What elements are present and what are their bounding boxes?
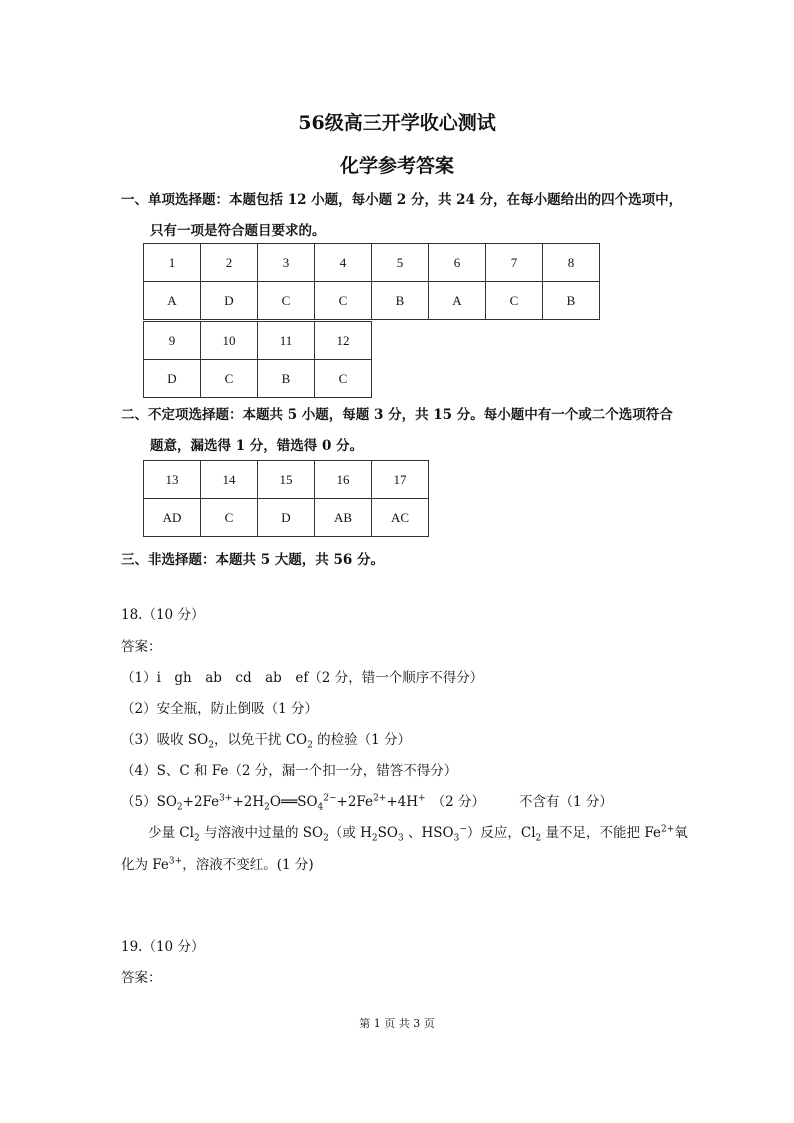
page-title: 56级高三开学收心测试 — [298, 112, 496, 134]
table-row — [144, 282, 600, 320]
table-row — [144, 322, 372, 360]
table-cell: AC — [372, 499, 429, 537]
q18-answer-label: 答案： — [121, 639, 162, 655]
text-segment: ，溶液不变红。(1 分) — [182, 857, 314, 873]
subscript: 2 — [371, 833, 378, 844]
answer-table-2 — [143, 460, 429, 537]
table-row — [144, 360, 372, 398]
table-cell: B — [258, 360, 315, 398]
text-segment: O══SO — [269, 794, 318, 810]
table-cell: C — [201, 499, 258, 537]
text-segment: 化为 Fe — [121, 857, 169, 873]
table-cell: B — [372, 282, 429, 320]
text-segment: +4H — [386, 794, 419, 810]
subscript: 3 — [453, 833, 460, 844]
q18-answer-3 — [121, 728, 411, 751]
superscript: 2+ — [373, 793, 387, 804]
section1-heading: 一、单项选择题：本题包括 12 小题，每小题 2 分，共 24 分，在每小题给出的四个选项中， — [121, 192, 683, 208]
q18-answer-4: （4）S、C 和 Fe（2 分，漏一个扣一分，错答不得分） — [121, 763, 458, 779]
text-segment: ）反应，Cl — [466, 825, 536, 841]
table-cell: 8 — [543, 244, 600, 282]
table-cell: D — [258, 499, 315, 537]
text-segment: 、HSO — [403, 825, 454, 841]
subscript: 3 — [397, 833, 404, 844]
section2-heading: 二、不定项选择题：本题共 5 小题，每题 3 分，共 15 分。每小题中有一个或二个选项符合 — [121, 407, 673, 423]
text-segment: +2H — [232, 794, 265, 810]
q18-header: 18.（10 分） — [121, 607, 205, 623]
q19-answer-label: 答案： — [121, 970, 162, 986]
q18-answer-2: （2）安全瓶，防止倒吸（1 分） — [121, 701, 318, 717]
table-cell: 2 — [201, 244, 258, 282]
table-cell: AD — [144, 499, 201, 537]
text-segment: （或 H — [328, 825, 372, 841]
text-segment: 与溶液中过量的 SO — [199, 825, 324, 841]
section3-heading: 三、非选择题：本题共 5 大题，共 56 分。 — [121, 552, 384, 568]
table-cell: 10 — [201, 322, 258, 360]
text-segment: +2Fe — [336, 794, 374, 810]
text-segment: （3）吸收 SO — [121, 732, 209, 748]
table-cell: 1 — [144, 244, 201, 282]
table-cell: 9 — [144, 322, 201, 360]
superscript: 3+ — [168, 856, 183, 867]
superscript: 2+ — [660, 824, 675, 835]
subscript: 2 — [176, 802, 183, 813]
subscript: 2 — [323, 833, 329, 844]
table-cell: 4 — [315, 244, 372, 282]
subscript: 2 — [208, 740, 214, 751]
superscript: + — [418, 793, 426, 804]
table-cell: C — [315, 360, 372, 398]
section2-heading-cont: 题意，漏选得 1 分，错选得 0 分。 — [150, 438, 364, 454]
table-row — [144, 499, 429, 537]
text-segment: 氧 — [674, 825, 688, 841]
page-subtitle: 化学参考答案 — [339, 155, 454, 177]
table-cell: A — [144, 282, 201, 320]
text-segment: ，以免干扰 CO — [213, 732, 308, 748]
table-cell: D — [201, 282, 258, 320]
table-cell: 16 — [315, 461, 372, 499]
q19-header: 19.（10 分） — [121, 939, 205, 955]
table-cell: C — [201, 360, 258, 398]
text-segment: （5）SO — [121, 794, 177, 810]
text-segment: SO — [377, 825, 398, 841]
text-segment: 的检验（1 分） — [312, 732, 412, 748]
table-cell: C — [486, 282, 543, 320]
table-row — [144, 461, 429, 499]
table-cell: 14 — [201, 461, 258, 499]
q18-answer-7 — [121, 853, 314, 873]
page-footer: 第 1 页 共 3 页 — [359, 1017, 435, 1030]
superscript: 2− — [323, 793, 337, 804]
table-cell: 15 — [258, 461, 315, 499]
table-cell: A — [429, 282, 486, 320]
subscript: 2 — [264, 802, 270, 813]
table-cell: 12 — [315, 322, 372, 360]
table-cell: 17 — [372, 461, 429, 499]
subscript: 2 — [193, 833, 200, 844]
table-cell: 6 — [429, 244, 486, 282]
section1-heading-cont: 只有一项是符合题目要求的。 — [150, 223, 326, 239]
subscript: 2 — [535, 833, 542, 844]
text-segment: （2 分） — [431, 794, 485, 810]
table-cell: 13 — [144, 461, 201, 499]
table-cell: 5 — [372, 244, 429, 282]
table-cell: AB — [315, 499, 372, 537]
table-row — [144, 244, 600, 282]
superscript: 3+ — [219, 793, 233, 804]
table-cell: 7 — [486, 244, 543, 282]
table-cell: D — [144, 360, 201, 398]
q18-answer-1: （1）i gh ab cd ab ef（2 分，错一个顺序不得分） — [121, 670, 484, 686]
text-segment: 不含有（1 分） — [518, 794, 613, 810]
answer-table-1b — [143, 321, 372, 398]
text-segment: 少量 Cl — [148, 825, 194, 841]
table-cell: C — [315, 282, 372, 320]
table-cell: 3 — [258, 244, 315, 282]
text-segment: 量不足，不能把 Fe — [541, 825, 661, 841]
table-cell: C — [258, 282, 315, 320]
table-cell: 11 — [258, 322, 315, 360]
answer-table-1 — [143, 243, 600, 320]
superscript: − — [459, 824, 467, 835]
q18-answer-6 — [148, 821, 688, 844]
subscript: 4 — [317, 802, 324, 813]
text-segment: +2Fe — [182, 794, 220, 810]
q18-answer-5 — [121, 790, 613, 813]
table-cell: B — [543, 282, 600, 320]
subscript: 2 — [307, 740, 313, 751]
